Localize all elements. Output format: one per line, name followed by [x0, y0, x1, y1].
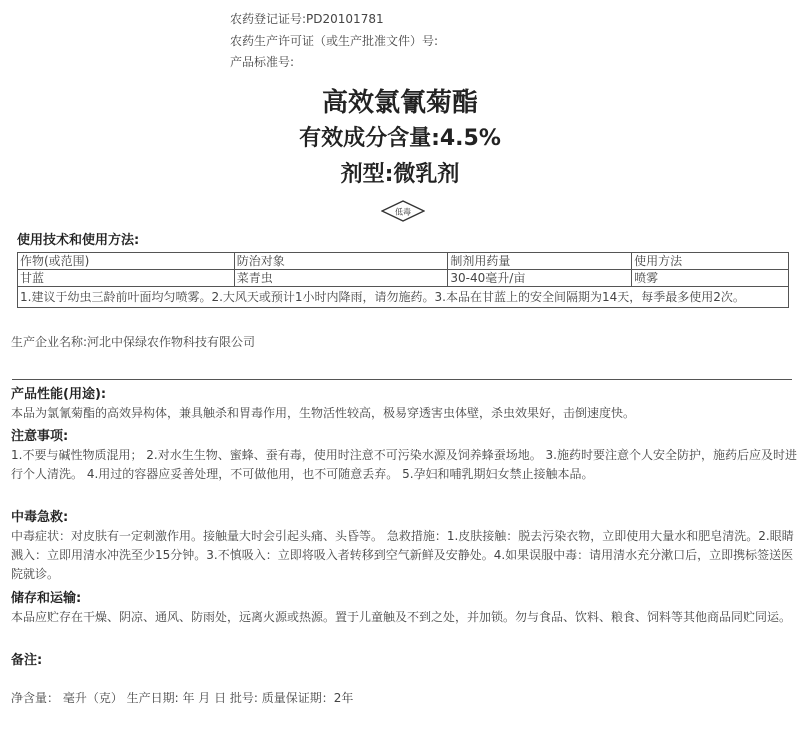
usage-title: 使用技术和使用方法: — [17, 233, 140, 248]
cell-target: 菜青虫 — [234, 270, 448, 287]
header-method: 使用方法 — [632, 253, 789, 270]
cell-method: 喷雾 — [632, 270, 789, 287]
remarks-title: 备注: — [11, 653, 43, 668]
table-header-row — [18, 253, 789, 270]
table-note-row — [18, 287, 789, 308]
low-toxicity-label: 低毒 — [395, 207, 411, 217]
usage-table — [17, 252, 789, 308]
first-aid-title: 中毒急救: — [11, 510, 69, 525]
product-standard: 产品标准号: — [230, 55, 295, 69]
first-aid-text: 中毒症状：对皮肤有一定刺激作用。接触量大时会引起头痛、头昏等。 急救措施：1.皮肤接触：脱去污染衣物，立即使用大量水和肥皂清洗。2.眼睛溅入：立即用清水冲洗至少15分钟。3.不慎吸入：立即将吸入者转移到空气新鲜及安静处。4.如果误服中毒：请用清水充分漱口后，立即携标签送医院就诊。 — [11, 529, 794, 581]
manufacturer: 生产企业名称:河北中保绿农作物科技有限公司 — [11, 335, 256, 349]
product-name: 高效氯氰菊酯 — [321, 88, 478, 118]
table-row — [18, 270, 789, 287]
header-target: 防治对象 — [234, 253, 448, 270]
registration-cert-no: 农药登记证号:PD20101781 — [230, 12, 384, 26]
formulation: 剂型:微乳剂 — [340, 162, 460, 187]
precautions-text: 1.不要与碱性物质混用； 2.对水生生物、蜜蜂、蚕有毒，使用时注意不可污染水源及饲养蜂蚕场地。 3.施药时要注意个人安全防护，施药后应及时进行个人清洗。 4.用过的容器应妥善处理，不可做他用，也不可随意丢弃。 5.孕妇和哺乳期妇女禁止接触本品。 — [11, 448, 797, 481]
section-divider — [12, 379, 792, 380]
active-content: 有效成分含量:4.5% — [299, 126, 501, 151]
header-dosage: 制剂用药量 — [448, 253, 632, 270]
production-license: 农药生产许可证（或生产批准文件）号: — [230, 34, 439, 48]
header-crop: 作物(或范围) — [18, 253, 235, 270]
performance-title: 产品性能(用途): — [11, 387, 107, 402]
performance-text: 本品为氯氰菊酯的高效异构体，兼具触杀和胃毒作用，生物活性较高，极易穿透害虫体壁，杀虫效果好，击倒速度快。 — [11, 406, 636, 420]
cell-crop: 甘蓝 — [18, 270, 235, 287]
storage-title: 储存和运输: — [11, 591, 82, 606]
cell-dosage: 30-40毫升/亩 — [448, 270, 632, 287]
storage-text: 本品应贮存在干燥、阴凉、通风、防雨处，远离火源或热源。置于儿童触及不到之处，并加锁。勿与食品、饮料、粮食、饲料等其他商品同贮同运。 — [11, 610, 792, 624]
footer-info: 净含量： 毫升（克） 生产日期: 年 月 日 批号: 质量保证期：2年 — [11, 691, 354, 705]
low-toxicity-icon — [381, 200, 425, 222]
precautions-title: 注意事项: — [11, 429, 69, 444]
usage-note: 1.建议于幼虫三龄前叶面均匀喷雾。2.大风天或预计1小时内降雨，请勿施药。3.本品在甘蓝上的安全间隔期为14天，每季最多使用2次。 — [18, 287, 789, 308]
